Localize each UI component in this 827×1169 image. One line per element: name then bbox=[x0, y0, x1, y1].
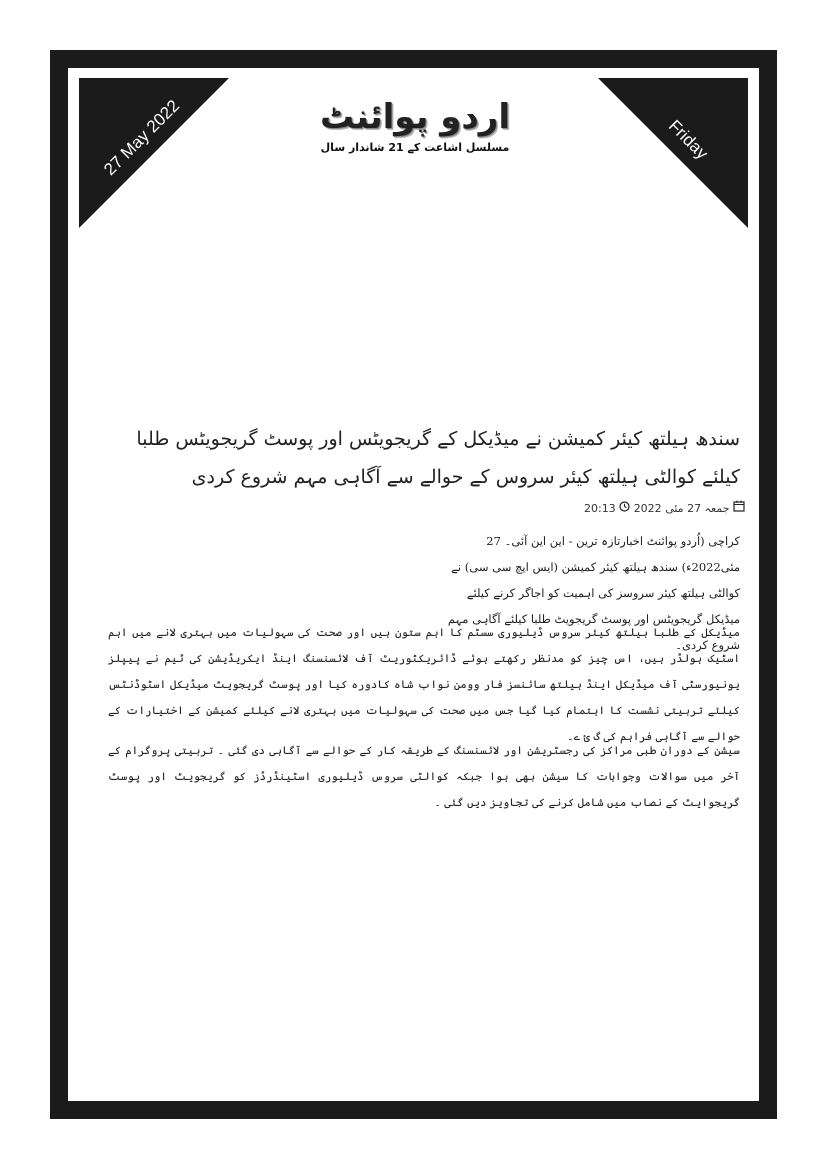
article-headline: سندھ ہیلتھ کیئر کمیشن نے میڈیکل کے گریجویٹس اور پوسٹ گریجویٹس طلبا کیلئے کوالٹی ہیلتھ کیئر سروس کے حوالے سے آگاہی مہم شروع کردی bbox=[136, 428, 740, 488]
meta-month: مئی bbox=[665, 502, 684, 515]
meta-day: جمعہ bbox=[704, 502, 730, 515]
date-corner-triangle bbox=[79, 78, 229, 228]
meta-date-day: 27 bbox=[687, 502, 702, 515]
masthead bbox=[310, 95, 520, 154]
meta-year: 2022 bbox=[633, 502, 662, 515]
meta-time: 20:13 bbox=[583, 502, 616, 515]
day-corner-ribbon bbox=[598, 78, 748, 228]
article-paragraph-2: سیشن کے دوران طبی مراکز کی رجسٹریشن اور لائسنسنگ کے طریقہ کار کے حوالے سے آگاہی دی گئی ۔ تربیتی پروگرام کے آخر میں سوالات وجوابات کا سیشن بھی ہوا جبکہ کوالٹی سروس ڈیلیوری اسٹینڈرڈز کو گریجویٹ اور پوسٹ گریجوایٹ کے نصاب میں شامل کرنے کی تجاویز دیں گئی ۔ bbox=[108, 744, 740, 809]
article-lead: کراچی (اُردو پوائنٹ اخبارتازہ ترین - این این آئی۔ 27 مئی2022ء) سندھ ہیلتھ کیئر کمیشن (ایس ایچ سی سی) نے کوالٹی ہیلتھ کیئر سروسز کی اہمیت کو اجاگر کرنے کیلئے میڈیکل گریجویٹس اور پوسٹ گریجویٹ طلبا کیلئے آگاہی مہم شروع کردی۔ bbox=[447, 534, 740, 652]
date-corner-ribbon bbox=[79, 78, 229, 228]
article-meta bbox=[560, 500, 745, 515]
calendar-icon bbox=[730, 502, 746, 515]
logo-tagline: مسلسل اشاعت کے 21 شاندار سال bbox=[320, 141, 510, 154]
day-corner-label: Friday bbox=[664, 116, 712, 164]
article-paragraph-1: میڈیکل کے طلبا ہیلتھ کیئر سروس ڈیلیوری سسٹم کا اہم ستون ہیں اور صحت کی سہولیات میں بہتری لانے میں اہم اسٹیک ہولڈر ہیں، اس چیز کو مدنظر رکھتے ہوئے ڈائریکٹوریٹ آف لائسنسنگ اینڈ ایکریڈیشن کی ٹیم نے پیپلز یونیورسٹی آف میڈیکل اینڈ ہیلتھ سائنسز فار وومن نواب شاہ کادورہ کیا اور پوسٹ گریجویٹ میڈیکل اسٹوڈنٹس کیلئے تربیتی نشست کا اہتمام کیا گیا جس میں صحت کی سہولیات میں بہتری لانے کیلئے کمیشن کے اختیارات کے حوالے سے آگاہی فراہم کی گ ئ ے۔ bbox=[108, 626, 740, 743]
date-corner-label: 27 May 2022 bbox=[100, 96, 184, 180]
day-corner-triangle bbox=[598, 78, 748, 228]
urdupoint-logo: اردو پوائنٹ bbox=[319, 97, 511, 137]
clock-icon bbox=[616, 502, 631, 515]
